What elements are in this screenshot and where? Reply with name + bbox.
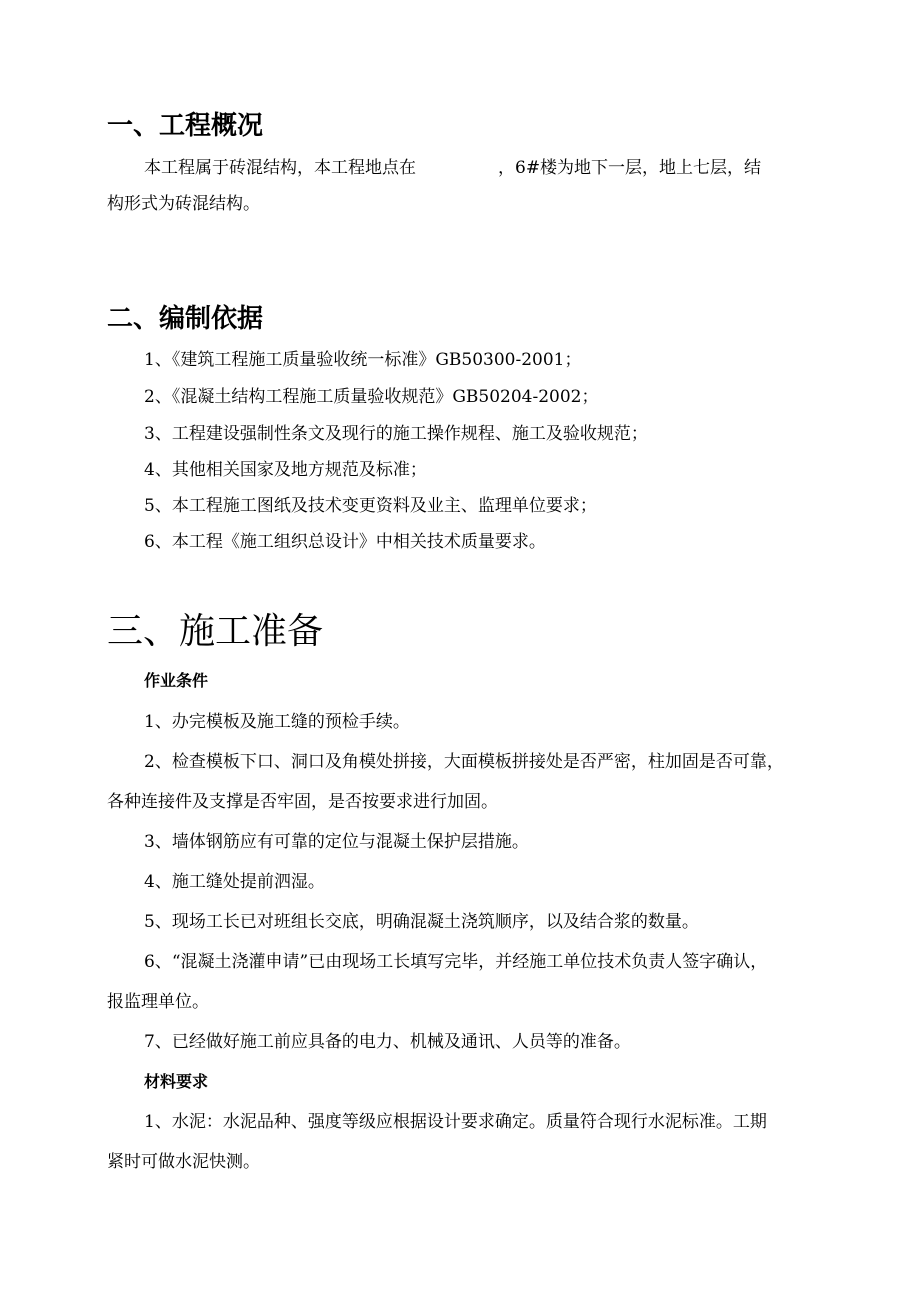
condition-6-line-1: 6、“混凝土浇灌申请”已由现场工长填写完毕，并经施工单位技术负责人签字确认， [144,952,768,972]
overview-text-a: 本工程属于砖混结构，本工程地点在 [144,158,416,178]
condition-5: 5、现场工长已对班组长交底，明确混凝土浇筑顺序，以及结合浆的数量。 [144,912,699,932]
basis-item-1: 1、《建筑工程施工质量验收统一标准》GB50300-2001； [144,350,582,370]
basis-item-3: 3、工程建设强制性条文及现行的施工操作规程、施工及验收规范； [144,424,648,444]
material-1-line-1: 1、水泥：水泥品种、强度等级应根据设计要求确定。质量符合现行水泥标准。工期 [144,1112,767,1132]
basis-item-2: 2、《混凝土结构工程施工质量验收规范》GB50204-2002； [144,387,599,407]
basis-item-4: 4、其他相关国家及地方规范及标准； [144,460,427,480]
section-heading-basis: 二、编制依据 [107,304,264,334]
subheading-work-conditions: 作业条件 [144,671,209,690]
section-heading-overview: 一、工程概况 [107,111,264,141]
condition-7: 7、已经做好施工前应具备的电力、机械及通讯、人员等的准备。 [144,1032,631,1052]
overview-paragraph-line-2: 构形式为砖混结构。 [107,194,260,214]
overview-paragraph-line-1 [144,156,761,180]
basis-item-5: 5、本工程施工图纸及技术变更资料及业主、监理单位要求； [144,496,597,516]
overview-text-b: ，6#楼为地下一层，地上七层，结 [498,158,762,178]
condition-1: 1、办完模板及施工缝的预检手续。 [144,712,410,732]
condition-6-line-2: 报监理单位。 [107,992,209,1012]
condition-4: 4、施工缝处提前泗湿。 [144,872,325,892]
condition-2-line-2: 各种连接件及支撑是否牢固，是否按要求进行加固。 [107,792,498,812]
section-heading-preparation: 三、施工准备 [107,611,324,652]
basis-item-6: 6、本工程《施工组织总设计》中相关技术质量要求。 [144,532,546,552]
condition-2-line-1: 2、检查模板下口、洞口及角模处拼接，大面模板拼接处是否严密，柱加固是否可靠， [144,752,784,772]
subheading-material-requirements: 材料要求 [144,1072,209,1091]
condition-3: 3、墙体钢筋应有可靠的定位与混凝土保护层措施。 [144,832,529,852]
material-1-line-2: 紧时可做水泥快测。 [107,1152,260,1172]
